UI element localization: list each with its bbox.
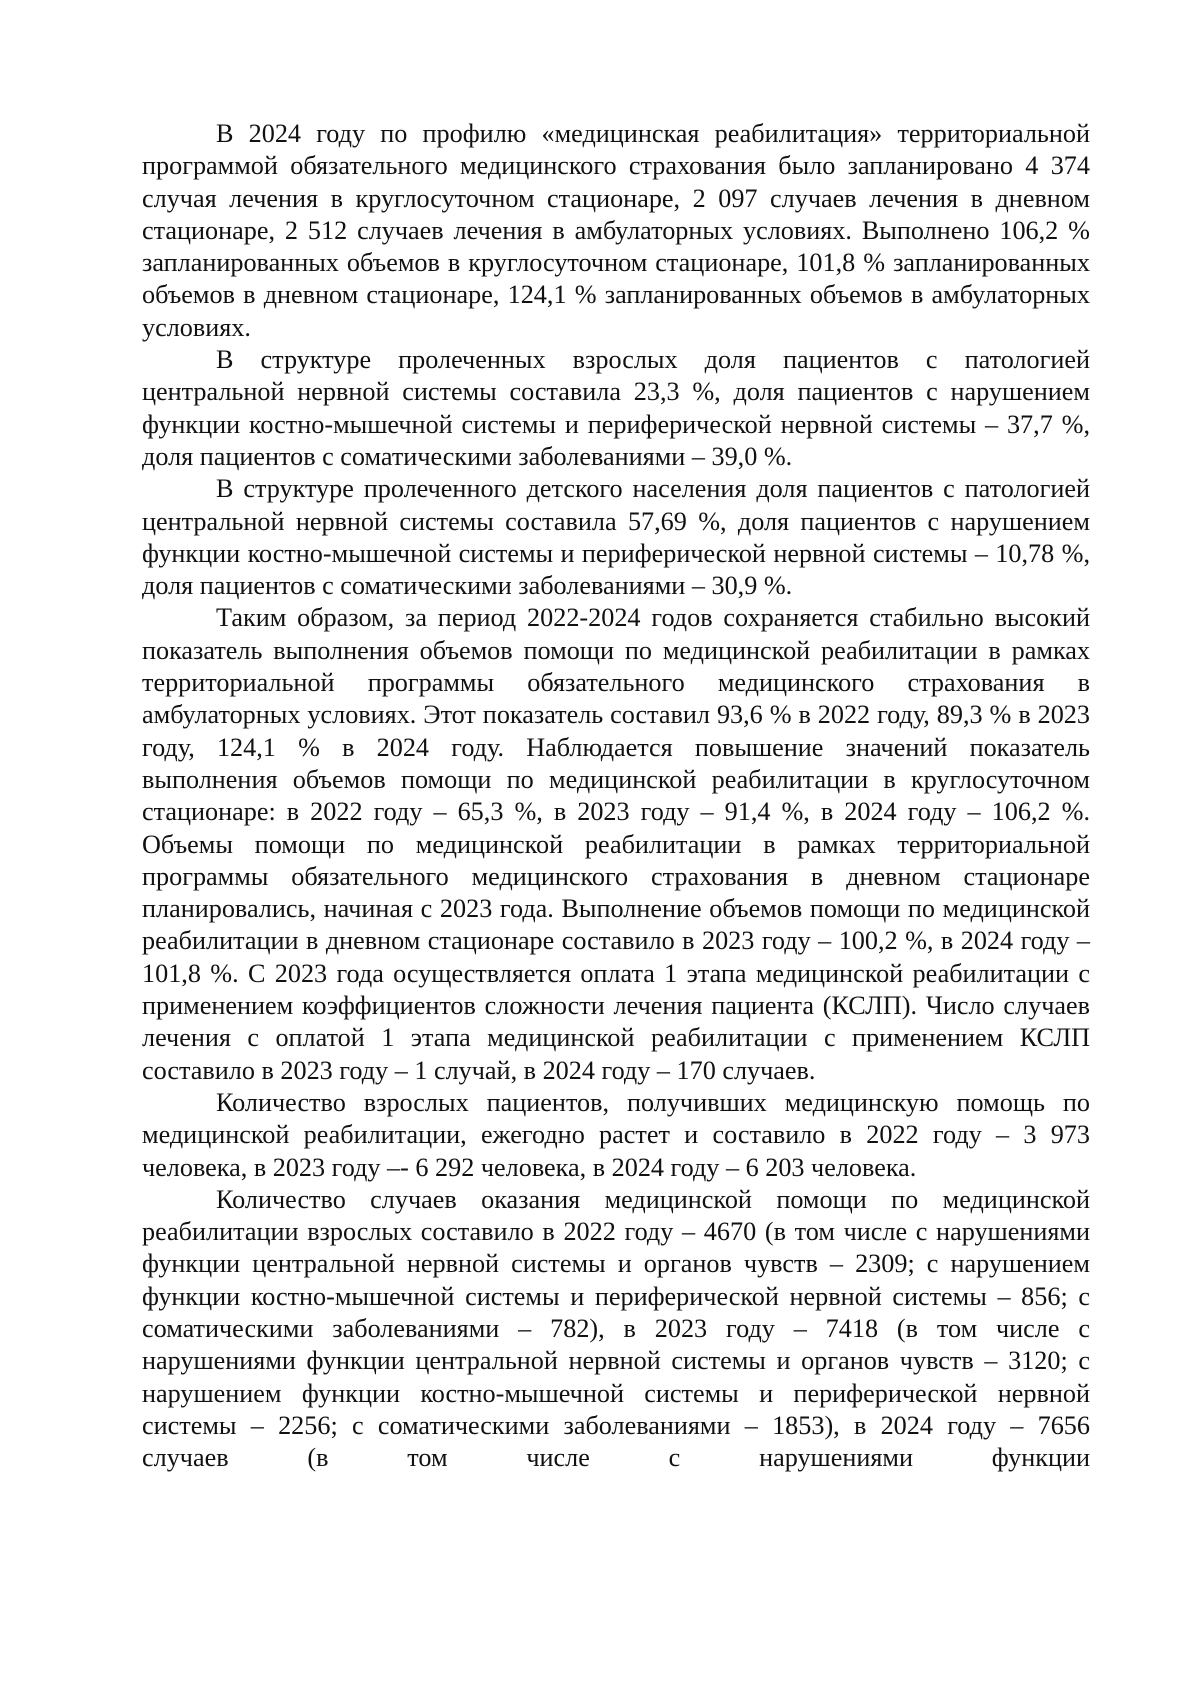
paragraph-adult-cases-count: Количество случаев оказания медицинской помощи по медицинской реабилитации взрослых составило в 2022 году – 4670 (в том числе с нарушениями функции центральной нервной системы и органов чувств – 2309; с нарушением функции костно-мышечной системы и периферической нервной системы – 856; с соматическими заболеваниями – 782), в 2023 году – 7418 (в том числе с нарушениями функции центральной нервной системы и органов чувств – 3120; с нарушением функции костно-мышечной системы и периферической нервной системы – 2256; с соматическими заболеваниями – 1853), в 2024 году – 7656 случаев (в том числе с нарушениями функции <box>142 1184 1090 1473</box>
paragraph-adult-structure: В структуре пролеченных взрослых доля пациентов с патологией центральной нервной системы составила 23,3 %, доля пациентов с нарушением функции костно-мышечной системы и периферической нервной системы – 37,7 %, доля пациентов с соматическими заболеваниями – 39,0 %. <box>142 345 1090 471</box>
paragraph-planned-volumes-2024: В 2024 году по профилю «медицинская реабилитация» территориальной программой обязательного медицинского страхования было запланировано 4 374 случая лечения в круглосуточном стационаре, 2 097 случаев лечения в дневном стационаре, 2 512 случаев лечения в амбулаторных условиях. Выполнено 106,2 % запланированных объемов в круглосуточном стационаре, 101,8 % запланированных объемов в дневном стационаре, 124,1 % запланированных объемов в амбулаторных условиях. <box>142 119 1090 342</box>
paragraph-dynamics-2022-2024: Таким образом, за период 2022-2024 годов сохраняется стабильно высокий показатель выполнения объемов помощи по медицинской реабилитации в рамках территориальной программы обязательного медицинского страхования в амбулаторных условиях. Этот показатель составил 93,6 % в 2022 году, 89,3 % в 2023 году, 124,1 % в 2024 году. Наблюдается повышение значений показатель выполнения объемов помощи по медицинской реабилитации в круглосуточном стационаре: в 2022 году – 65,3 %, в 2023 году – 91,4 %, в 2024 году – 106,2 %. Объемы помощи по медицинской реабилитации в рамках территориальной программы обязательного медицинского страхования в дневном стационаре планировались, начиная с 2023 года. Выполнение объемов помощи по медицинской реабилитации в дневном стационаре составило в 2023 году – 100,2 %, в 2024 году – 101,8 %. С 2023 года осуществляется оплата 1 этапа медицинской реабилитации с применением коэффициентов сложности лечения пациента (КСЛП). Число случаев лечения с оплатой 1 этапа медицинской реабилитации с применением КСЛП составило в 2023 году – 1 случай, в 2024 году – 170 случаев. <box>142 603 1090 1085</box>
document-page <box>142 118 1090 1474</box>
paragraph-child-structure: В структуре пролеченного детского населения доля пациентов с патологией центральной нервной системы составила 57,69 %, доля пациентов с нарушением функции костно-мышечной системы и периферической нервной системы – 10,78 %, доля пациентов с соматическими заболеваниями – 30,9 %. <box>142 474 1090 601</box>
paragraph-adult-patients-count: Количество взрослых пациентов, получивших медицинскую помощь по медицинской реабилитации, ежегодно растет и составило в 2022 году – 3 973 человека, в 2023 году –- 6 292 человека, в 2024 году – 6 203 человека. <box>142 1087 1090 1182</box>
